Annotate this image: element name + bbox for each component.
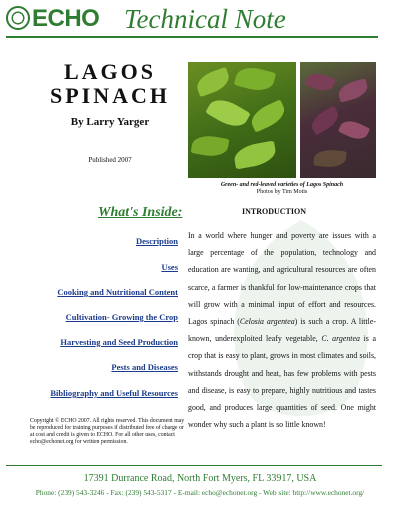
toc-link-uses[interactable]: Uses <box>161 262 178 272</box>
published-date: Published 2007 <box>88 156 132 164</box>
echo-logo-icon <box>6 6 30 30</box>
toc-heading: What's Inside: <box>98 205 183 220</box>
species-name: Celosia argentea <box>239 317 295 327</box>
footer-contact: Phone: (239) 543-3246 - Fax: (239) 543-5317 - E-mail: echo@echonet.org - Web site: http://www.echonet.org/ <box>35 488 365 497</box>
green-lagos-spinach-photo <box>188 62 296 178</box>
header-divider <box>6 36 378 38</box>
footer-address: 17391 Durrance Road, North Fort Myers, FL 33917, USA <box>83 473 317 484</box>
photo-caption: Green- and red-leaved varieties of Lagos Spinach <box>220 182 344 188</box>
toc-link-pests[interactable]: Pests and Diseases <box>111 362 178 372</box>
photo-credit: Photos by Tim Motis <box>256 189 308 195</box>
copyright-notice: Copyright © ECHO 2007. All rights reserved. This document may be reproduced for training purposes if distributed free of charge or at cost and credit is given to ECHO. For all other uses, contact echo@echonet.org for written permission. <box>30 418 185 445</box>
echo-logo-text: ECHO <box>32 5 100 32</box>
toc-link-cooking[interactable]: Cooking and Nutritional Content <box>57 287 178 297</box>
title-line-1: LAGOS <box>63 59 157 84</box>
title-line-2: SPINACH <box>49 83 170 108</box>
toc-link-description[interactable]: Description <box>135 236 178 246</box>
species-name-short: C. argentea <box>321 334 360 344</box>
header-title: Technical Note <box>124 4 286 34</box>
toc-link-cultivation[interactable]: Cultivation- Growing the Crop <box>65 312 178 322</box>
footer-divider <box>6 465 382 466</box>
toc-link-harvesting[interactable]: Harvesting and Seed Production <box>60 337 178 347</box>
document-title <box>30 60 190 108</box>
intro-paragraph: In a world where hunger and poverty are issues with a large percentage of the population, technology and education are wanting, and agricultural resources are often scarce, a farmer is thankful for low-maintenance crops that will grow with a minimal input of effort and resources. Lagos spinach (Celosia argentea) is such a crop. A little-known, underexploited leafy vegetable, C. argentea is a crop that is easy to plant, grows in most climates and soils, withstands drought and heat, has few problems with pests and disease, is easy to prepare, highly nutritious and tastes good, and produces large quantities of seed. One might wonder why such a plant is so little known! <box>188 231 376 430</box>
toc-link-bibliography[interactable]: Bibliography and Useful Resources <box>50 388 178 398</box>
author-byline: By Larry Yarger <box>70 116 150 128</box>
red-lagos-spinach-photo <box>300 62 376 178</box>
intro-heading: INTRODUCTION <box>242 207 307 216</box>
